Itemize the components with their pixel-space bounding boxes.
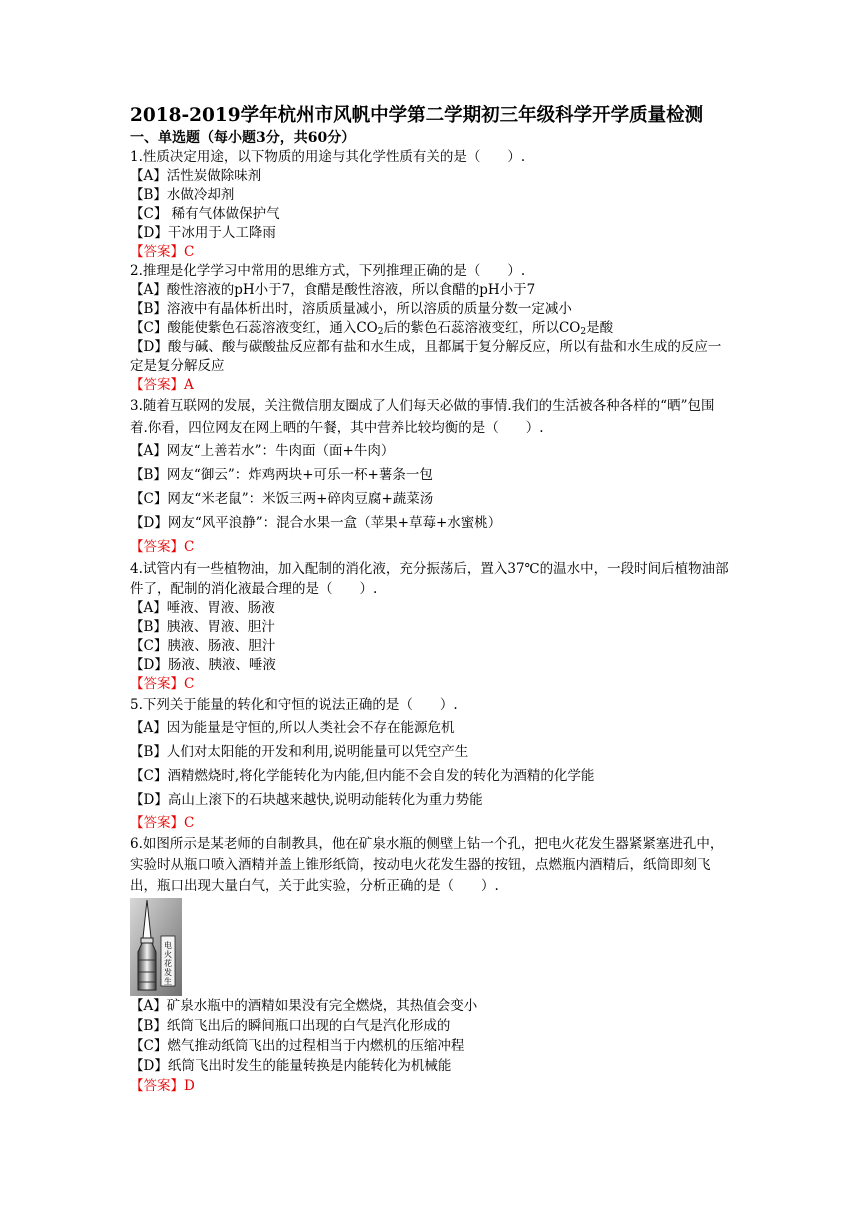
question-stem: 3.随着互联网的发展，关注微信朋友圈成了人们每天必做的事情.我们的生活被各种各样的“晒”包围着.你看，四位网友在网上晒的午餐，其中营养比较均衡的是（ ）. (130, 398, 715, 436)
igniter-label-3: 花 (164, 959, 172, 968)
question-5 (130, 694, 730, 834)
bottle-experiment-figure (130, 898, 182, 996)
option-a: 【A】因为能量是守恒的,所以人类社会不存在能源危机 (130, 720, 455, 736)
option-d: 【D】网友“风平浪静”：混合水果一盒（苹果+草莓+水蜜桃） (130, 515, 502, 531)
option-b: 【B】人们对太阳能的开发和利用,说明能量可以凭空产生 (130, 744, 469, 760)
bottle-cap (141, 938, 153, 943)
option-b: 【B】胰液、胃液、胆汁 (130, 619, 275, 635)
question-stem: 6.如图所示是某老师的自制教具，他在矿泉水瓶的侧壁上钻一个孔，把电火花发生器紧紧塞进孔中，实验时从瓶口喷入酒精并盖上锥形纸筒，按动电火花发生器的按钮，点燃瓶内酒精后，纸筒即刻飞出，瓶口出现大量白气，关于此实验，分析正确的是（ ）. (130, 836, 724, 894)
question-6 (130, 834, 730, 1096)
option-a: 【A】矿泉水瓶中的酒精如果没有完全燃烧，其热值会变小 (130, 998, 478, 1014)
option-d: 【D】酸与碱、酸与碳酸盐反应都有盐和水生成，且都属于复分解反应，所以有盐和水生成的反应一定是复分解反应 (130, 339, 722, 374)
answer: 【答案】A (130, 377, 194, 393)
answer: 【答案】C (130, 676, 195, 692)
option-c-text-3: 是酸 (586, 320, 614, 336)
question-2 (130, 262, 730, 395)
option-c: 【C】网友“米老鼠”：米饭三两+碎肉豆腐+蔬菜汤 (130, 491, 434, 507)
bottle-body (138, 943, 156, 990)
answer: 【答案】C (130, 244, 195, 260)
question-stem: 2.推理是化学学习中常用的思维方式，下列推理正确的是（ ）. (130, 263, 526, 279)
question-stem: 1.性质决定用途，以下物质的用途与其化学性质有关的是（ ）. (130, 149, 526, 165)
option-c (130, 319, 730, 338)
option-a: 【A】活性炭做除味剂 (130, 168, 262, 184)
option-a: 【A】唾液、胃液、肠液 (130, 600, 275, 616)
option-d: 【D】肠液、胰液、唾液 (130, 657, 276, 673)
igniter-label-4: 发 (164, 968, 172, 977)
option-b: 【B】纸筒飞出后的瞬间瓶口出现的白气是汽化形成的 (130, 1018, 451, 1034)
igniter-label-2: 火 (164, 950, 172, 959)
option-c: 【C】酒精燃烧时,将化学能转化为内能,但内能不会自发的转化为酒精的化学能 (130, 768, 595, 784)
subscript: 2 (580, 327, 587, 337)
answer: 【答案】C (130, 539, 195, 555)
option-a: 【A】网友“上善若水”：牛肉面（面+牛肉） (130, 443, 395, 459)
document-title: 2018-2019学年杭州市风帆中学第二学期初三年级科学开学质量检测 (130, 105, 704, 126)
option-b: 【B】水做冷却剂 (130, 187, 235, 203)
subscript: 2 (377, 327, 384, 337)
question-3 (130, 395, 730, 559)
document-page (130, 104, 730, 1096)
option-c: 【C】 稀有气体做保护气 (130, 206, 280, 222)
question-4 (130, 559, 730, 694)
answer: 【答案】D (130, 1078, 195, 1094)
question-stem: 5.下列关于能量的转化和守恒的说法正确的是（ ）. (130, 697, 458, 713)
option-c: 【C】燃气推动纸筒飞出的过程相当于内燃机的压缩冲程 (130, 1038, 465, 1054)
question-1 (130, 148, 730, 262)
igniter-label-5: 生 (164, 977, 172, 986)
option-d: 【D】高山上滚下的石块越来越快,说明动能转化为重力势能 (130, 792, 483, 808)
option-c-text-2: 后的紫色石蕊溶液变红，所以CO (383, 320, 581, 336)
section-heading: 一、单选题（每小题3分，共60分） (130, 130, 356, 146)
option-b: 【B】溶液中有晶体析出时，溶质质量减小，所以溶质的质量分数一定减小 (130, 301, 572, 317)
option-d: 【D】干冰用于人工降雨 (130, 225, 276, 241)
igniter-label-1: 电 (164, 941, 172, 950)
answer: 【答案】C (130, 815, 195, 831)
option-a: 【A】酸性溶液的pH小于7，食醋是酸性溶液，所以食醋的pH小于7 (130, 282, 536, 298)
question-stem: 4.试管内有一些植物油，加入配制的消化液，充分振荡后，置入37℃的温水中，一段时间后植物油部件了，配制的消化液最合理的是（ ）. (130, 561, 729, 597)
option-d: 【D】纸筒飞出时发生的能量转换是内能转化为机械能 (130, 1058, 452, 1074)
option-b: 【B】网友“御云”：炸鸡两块+可乐一杯+薯条一包 (130, 467, 433, 483)
option-c-text-1: 【C】酸能使紫色石蕊溶液变红，通入CO (130, 320, 378, 336)
option-c: 【C】胰液、肠液、胆汁 (130, 638, 276, 654)
